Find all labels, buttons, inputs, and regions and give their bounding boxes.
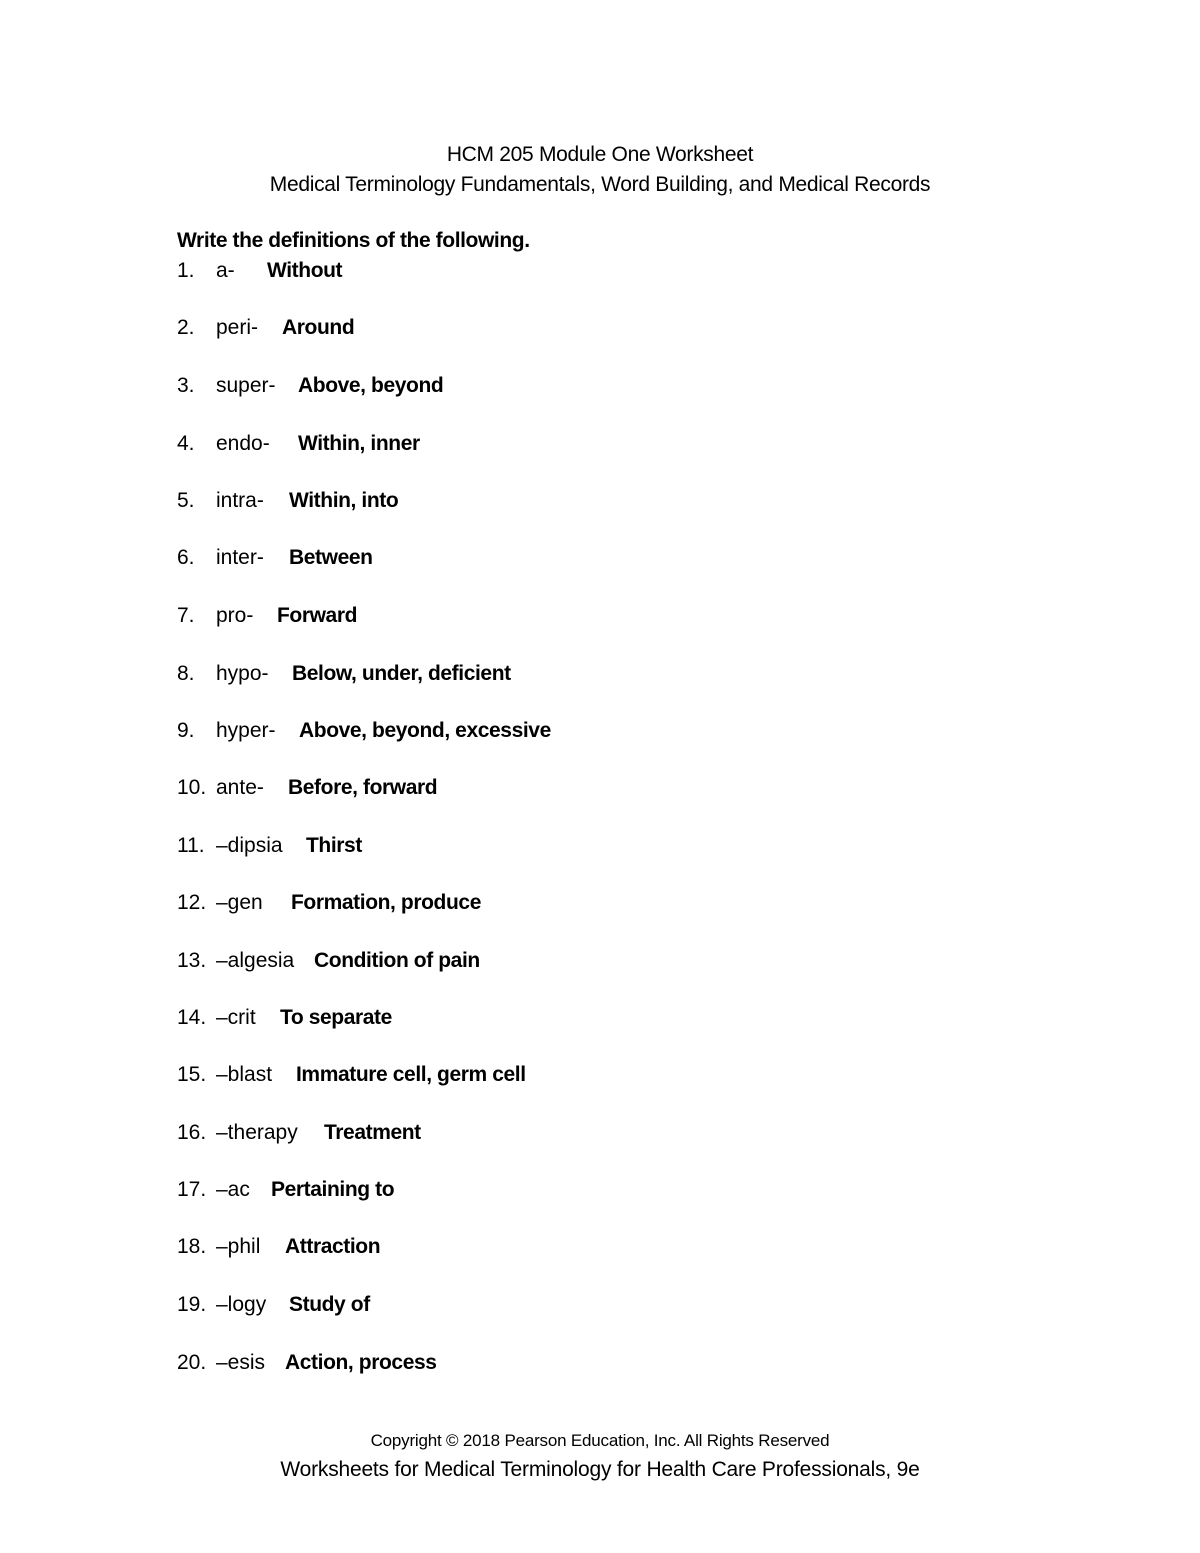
instructions: Write the definitions of the following. bbox=[177, 229, 530, 252]
item-term: –ac bbox=[216, 1178, 250, 1201]
list-item bbox=[177, 662, 511, 690]
list-item bbox=[177, 834, 362, 862]
list-item bbox=[177, 374, 443, 402]
list-item bbox=[177, 1351, 437, 1379]
item-definition: Immature cell, germ cell bbox=[296, 1063, 526, 1086]
item-number: 1. bbox=[177, 259, 195, 282]
list-item bbox=[177, 719, 551, 747]
item-term: a- bbox=[216, 259, 235, 282]
item-number: 11. bbox=[177, 834, 205, 857]
item-definition: Forward bbox=[277, 604, 358, 627]
item-term: inter- bbox=[216, 546, 264, 569]
list-item bbox=[177, 316, 354, 344]
item-number: 2. bbox=[177, 316, 195, 339]
list-item bbox=[177, 489, 398, 517]
list-item bbox=[177, 1121, 421, 1149]
worksheet-title: HCM 205 Module One Worksheet bbox=[446, 143, 754, 166]
item-definition: Condition of pain bbox=[314, 949, 480, 972]
item-term: –gen bbox=[216, 891, 263, 914]
item-definition: Pertaining to bbox=[271, 1178, 395, 1201]
list-item bbox=[177, 259, 342, 287]
item-number: 4. bbox=[177, 432, 195, 455]
item-number: 9. bbox=[177, 719, 195, 742]
list-item bbox=[177, 604, 357, 632]
item-definition: Without bbox=[267, 259, 343, 282]
item-number: 6. bbox=[177, 546, 195, 569]
item-number: 14. bbox=[177, 1006, 207, 1029]
item-term: endo- bbox=[216, 432, 270, 455]
list-item bbox=[177, 776, 437, 804]
item-definition: Above, beyond bbox=[298, 374, 444, 397]
item-number: 17. bbox=[177, 1178, 207, 1201]
item-term: –phil bbox=[216, 1235, 261, 1258]
item-definition: Before, forward bbox=[288, 776, 438, 799]
item-definition: Around bbox=[282, 316, 355, 339]
item-term: peri- bbox=[216, 316, 259, 339]
item-definition: Within, inner bbox=[298, 432, 420, 455]
item-term: –crit bbox=[216, 1006, 256, 1029]
item-number: 7. bbox=[177, 604, 195, 627]
item-definition: Above, beyond, excessive bbox=[299, 719, 551, 742]
item-definition: Attraction bbox=[285, 1235, 381, 1258]
list-item bbox=[177, 1006, 392, 1034]
item-number: 16. bbox=[177, 1121, 207, 1144]
item-number: 5. bbox=[177, 489, 195, 512]
item-definition: Formation, produce bbox=[291, 891, 481, 914]
book-title-footer: Worksheets for Medical Terminology for Health Care Professionals, 9e bbox=[280, 1458, 920, 1481]
worksheet-subtitle: Medical Terminology Fundamentals, Word Building, and Medical Records bbox=[269, 173, 931, 196]
list-item bbox=[177, 432, 420, 460]
item-term: hypo- bbox=[216, 662, 269, 685]
list-item bbox=[177, 546, 373, 574]
item-term: –dipsia bbox=[216, 834, 283, 857]
list-item bbox=[177, 949, 480, 977]
item-number: 13. bbox=[177, 949, 207, 972]
list-item bbox=[177, 891, 481, 919]
item-number: 15. bbox=[177, 1063, 207, 1086]
list-item bbox=[177, 1293, 370, 1321]
item-definition: To separate bbox=[280, 1006, 392, 1029]
item-definition: Within, into bbox=[289, 489, 399, 512]
item-number: 20. bbox=[177, 1351, 207, 1374]
item-definition: Action, process bbox=[285, 1351, 437, 1374]
item-number: 10. bbox=[177, 776, 207, 799]
item-term: intra- bbox=[216, 489, 264, 512]
item-number: 19. bbox=[177, 1293, 207, 1316]
item-definition: Below, under, deficient bbox=[292, 662, 511, 685]
item-number: 3. bbox=[177, 374, 195, 397]
item-definition: Thirst bbox=[306, 834, 362, 857]
item-term: ante- bbox=[216, 776, 264, 799]
item-term: –blast bbox=[216, 1063, 273, 1086]
item-number: 12. bbox=[177, 891, 207, 914]
item-definition: Between bbox=[289, 546, 373, 569]
item-number: 18. bbox=[177, 1235, 207, 1258]
item-term: –esis bbox=[216, 1351, 266, 1374]
item-term: hyper- bbox=[216, 719, 276, 742]
item-number: 8. bbox=[177, 662, 195, 685]
item-definition: Study of bbox=[289, 1293, 370, 1316]
item-term: –logy bbox=[216, 1293, 267, 1316]
item-term: super- bbox=[216, 374, 276, 397]
list-item bbox=[177, 1178, 394, 1206]
list-item bbox=[177, 1235, 380, 1263]
item-term: –algesia bbox=[216, 949, 295, 972]
item-term: –therapy bbox=[216, 1121, 298, 1144]
list-item bbox=[177, 1063, 526, 1091]
copyright-notice: Copyright © 2018 Pearson Education, Inc. All Rights Reserved bbox=[370, 1431, 830, 1450]
item-term: pro- bbox=[216, 604, 254, 627]
item-definition: Treatment bbox=[324, 1121, 421, 1144]
